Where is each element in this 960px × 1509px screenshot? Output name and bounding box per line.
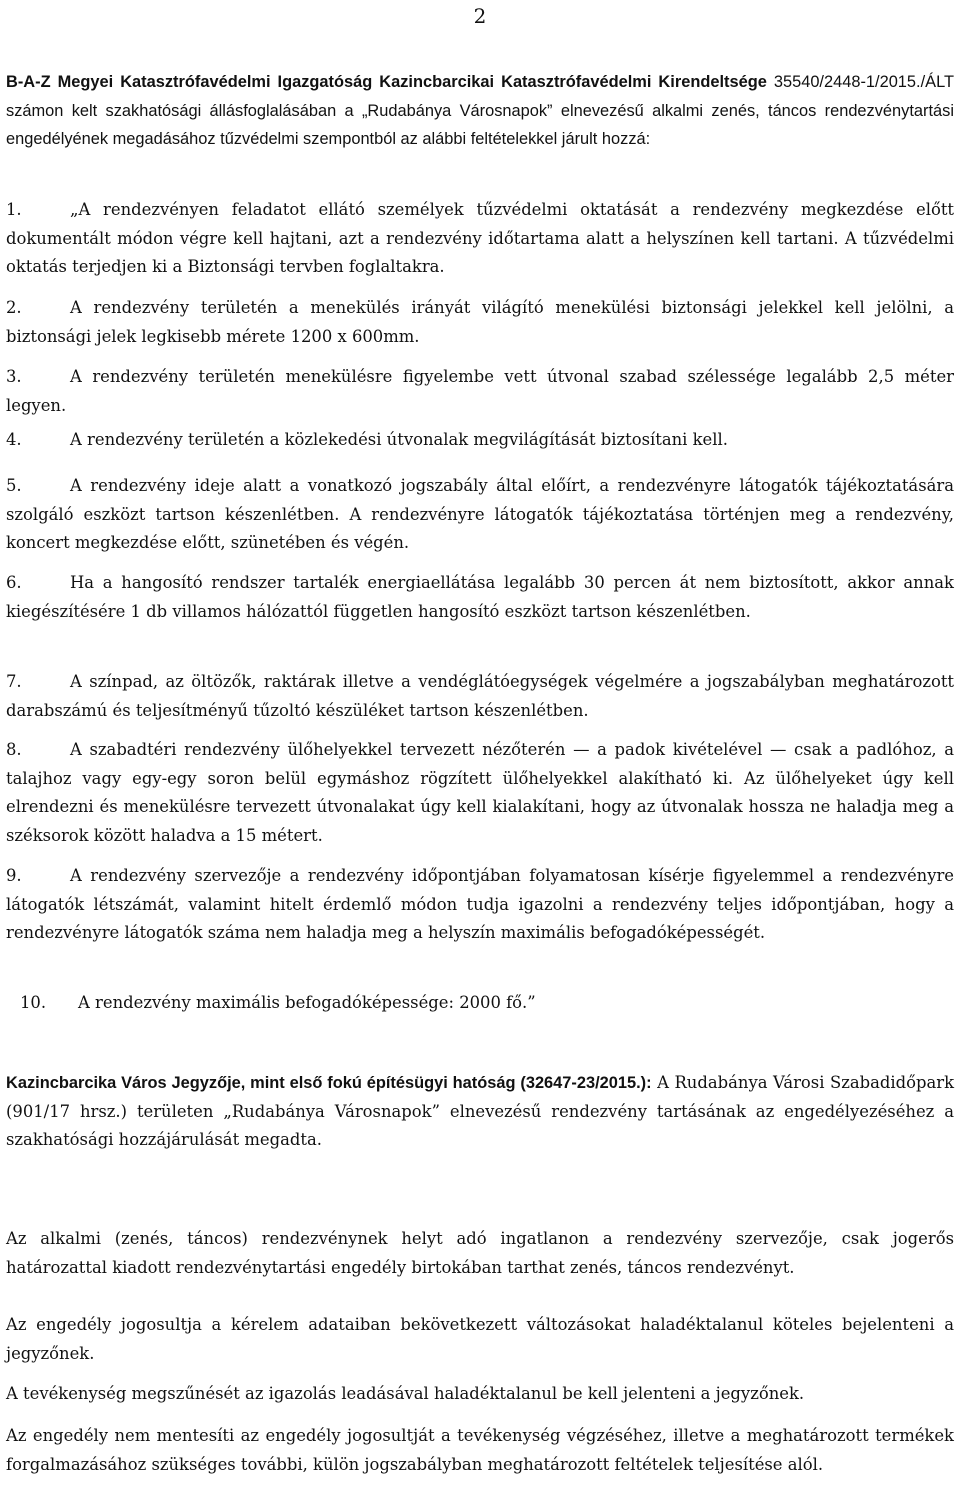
closing-paragraph-1: Az alkalmi (zenés, táncos) rendezvénynek helyt adó ingatlanon a rendezvény szervezője, csak jogerős határozattal kiadott rendezvénytartási engedély birtokában tarthat zenés, táncos rendezvényt. [6, 1229, 954, 1277]
condition-item-4 [6, 426, 954, 455]
item-number: 9. [6, 866, 22, 885]
condition-item-5 [6, 472, 954, 558]
item-text: A rendezvény ideje alatt a vonatkozó jogszabály által előírt, a rendezvényre látogatók tájékoztatására szolgáló eszközt tartson készenlétben. A rendezvényre látogatók tájékoztatása történjen meg a rendezvény, koncert megkezdése előtt, szünetében és végén. [6, 476, 954, 552]
closing-paragraph-4: Az engedély nem mentesíti az engedély jogosultját a tevékenység végzéséhez, illetve a meghatározott termékek forgalmazásához szükséges további, külön jogszabályban meghatározott feltételek teljesítése alól. [6, 1426, 954, 1474]
item-text: A szabadtéri rendezvény ülőhelyekkel tervezett nézőterén — a padok kivételével — csak a padlóhoz, a talajhoz vagy egy-egy soron belül egymáshoz rögzített ülőhelyekkel alakítható ki. Az ülőhelyeket úgy kell elrendezni és menekülésre tervezett útvonalakat úgy kell kialakítani, hogy az útvonalak hossza ne haladja meg a széksorok között haladva a 15 métert. [6, 740, 954, 845]
item-number: 1. [6, 200, 22, 219]
item-number: 4. [6, 430, 22, 449]
condition-item-2 [6, 294, 954, 351]
item-text: Ha a hangosító rendszer tartalék energiaellátása legalább 30 percen át nem biztosított, akkor annak kiegészítésére 1 db villamos hálózattól független hangosító eszközt tartson készenlétben. [6, 573, 954, 621]
item-text: A rendezvény területén menekülésre figyelembe vett útvonal szabad szélessége legalább 2,5 méter legyen. [6, 367, 954, 415]
intro-paragraph [6, 68, 954, 154]
condition-item-9 [6, 862, 954, 948]
jegyzo-paragraph [6, 1069, 954, 1155]
condition-item-3 [6, 363, 954, 420]
closing-paragraph-2: Az engedély jogosultja a kérelem adataiban bekövetkezett változásokat haladéktalanul köteles bejelenteni a jegyzőnek. [6, 1315, 954, 1363]
item-text: „A rendezvényen feladatot ellátó személyek tűzvédelmi oktatását a rendezvény megkezdése előtt dokumentált módon végre kell hajtani, azt a rendezvény időtartama alatt a helyszínen kell tartani. A tűzvédelmi oktatás terjedjen ki a Biztonsági tervben foglaltakra. [6, 200, 954, 276]
item-number: 3. [6, 367, 22, 386]
item-text: A rendezvény területén a menekülés irányát világító menekülési biztonsági jelekkel kell jelölni, a biztonsági jelek legkisebb mérete 1200 x 600mm. [6, 298, 954, 346]
jegyzo-text: A Rudabánya Városi Szabadidőpark (901/17 hrsz.) területen „Rudabánya Városnapok” elnevezésű rendezvény tartásának az engedélyezéséhez a szakhatósági hozzájárulását megadta. [6, 1073, 955, 1149]
closing-paragraph-3: A tevékenység megszűnését az igazolás leadásával haladéktalanul be kell jelenteni a jegyzőnek. [6, 1384, 805, 1403]
condition-item-10 [20, 989, 954, 1018]
condition-item-7 [6, 668, 954, 725]
item-text: A rendezvény maximális befogadóképessége: 2000 fő.” [78, 993, 536, 1012]
item-number: 7. [6, 672, 22, 691]
item-text: A rendezvény szervezője a rendezvény időpontjában folyamatosan kísérje figyelemmel a rendezvényre látogatók létszámát, valamint hitelt érdemlő módon tudja igazolni a rendezvény teljes időpontjában, hogy a rendezvényre látogatók száma nem haladja meg a helyszín maximális befogadóképességét. [6, 866, 954, 942]
item-number: 6. [6, 573, 22, 592]
jegyzo-authority: Kazincbarcika Város Jegyzője, mint első fokú építésügyi hatóság (32647-23/2015.): [6, 1074, 652, 1092]
item-number: 10. [20, 993, 47, 1012]
condition-item-6 [6, 569, 954, 626]
item-number: 5. [6, 476, 22, 495]
condition-item-8 [6, 736, 954, 850]
item-text: A rendezvény területén a közlekedési útvonalak megvilágítását biztosítani kell. [70, 430, 728, 449]
condition-item-1 [6, 196, 954, 282]
item-number: 2. [6, 298, 22, 317]
page-number: 2 [473, 4, 487, 28]
item-text: A színpad, az öltözők, raktárak illetve a vendéglátóegységek végelmére a jogszabályban meghatározott darabszámú és teljesítményű tűzoltó készüléket tartson készenlétben. [6, 672, 954, 720]
item-number: 8. [6, 740, 22, 759]
intro-authority: B-A-Z Megyei Katasztrófavédelmi Igazgatóság Kazincbarcikai Katasztrófavédelmi Kirendeltsége [6, 73, 767, 91]
intro-text: 35540/2448-1/2015./ÁLT számon kelt szakhatósági állásfoglalásában a „Rudabánya Városnapok” elnevezésű alkalmi zenés, táncos rendezvénytartási engedélyének megadásához tűzvédelmi szempontból az alábbi feltételekkel járult hozzá: [6, 73, 954, 148]
